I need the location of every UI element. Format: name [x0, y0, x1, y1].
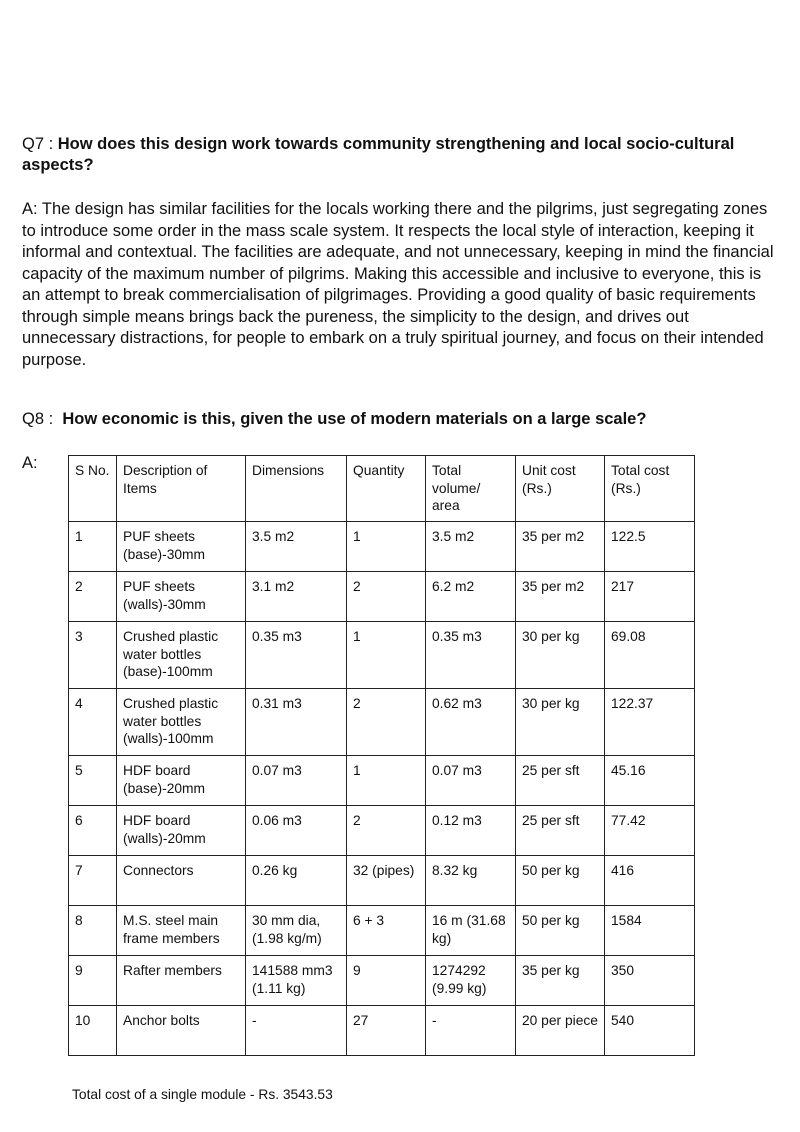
- answer-q8-label: A:: [22, 454, 38, 472]
- question-q8-text: How economic is this, given the use of modern materials on a large scale?: [62, 410, 647, 428]
- header-description: Description of Items: [117, 456, 246, 522]
- cell-unit-cost: 35 per kg: [516, 956, 605, 1006]
- cell-quantity: 1: [347, 522, 426, 572]
- cell-unit-cost: 25 per sft: [516, 806, 605, 856]
- table-row: [69, 572, 695, 622]
- cell-unit-cost: 30 per kg: [516, 689, 605, 756]
- cell-dimensions: 3.5 m2: [246, 522, 347, 572]
- cell-dimensions: 141588 mm3 (1.11 kg): [246, 956, 347, 1006]
- question-q8-prefix: Q8 :: [22, 410, 63, 428]
- cell-description: Crushed plastic water bottles (walls)-100mm: [117, 689, 246, 756]
- cell-total-volume: 16 m (31.68 kg): [426, 906, 516, 956]
- cell-unit-cost: 20 per piece: [516, 1006, 605, 1056]
- question-q7-text: How does this design work towards community strengthening and local socio-cultural aspects?: [22, 135, 735, 174]
- header-unit-cost: Unit cost (Rs.): [516, 456, 605, 522]
- cell-total-cost: 122.37: [605, 689, 695, 756]
- cell-quantity: 1: [347, 756, 426, 806]
- cell-dimensions: 0.06 m3: [246, 806, 347, 856]
- cell-s-no: 6: [69, 806, 117, 856]
- header-total-volume: Total volume/ area: [426, 456, 516, 522]
- cell-description: Rafter members: [117, 956, 246, 1006]
- cell-s-no: 8: [69, 906, 117, 956]
- cell-unit-cost: 50 per kg: [516, 906, 605, 956]
- cell-description: HDF board (base)-20mm: [117, 756, 246, 806]
- question-q7: [22, 134, 762, 176]
- cell-dimensions: 0.26 kg: [246, 856, 347, 906]
- cell-s-no: 1: [69, 522, 117, 572]
- cell-description: PUF sheets (walls)-30mm: [117, 572, 246, 622]
- cell-unit-cost: 30 per kg: [516, 622, 605, 689]
- cell-dimensions: 30 mm dia, (1.98 kg/m): [246, 906, 347, 956]
- cell-total-volume: 8.32 kg: [426, 856, 516, 906]
- cell-s-no: 2: [69, 572, 117, 622]
- cell-total-volume: 1274292 (9.99 kg): [426, 956, 516, 1006]
- cell-unit-cost: 25 per sft: [516, 756, 605, 806]
- cell-dimensions: 3.1 m2: [246, 572, 347, 622]
- cell-dimensions: 0.35 m3: [246, 622, 347, 689]
- cell-total-volume: 6.2 m2: [426, 572, 516, 622]
- cell-total-cost: 1584: [605, 906, 695, 956]
- cell-total-volume: 0.07 m3: [426, 756, 516, 806]
- cell-quantity: 32 (pipes): [347, 856, 426, 906]
- cell-description: HDF board (walls)-20mm: [117, 806, 246, 856]
- table-body: [69, 522, 695, 1056]
- cell-s-no: 9: [69, 956, 117, 1006]
- header-s-no: S No.: [69, 456, 117, 522]
- cell-description: Connectors: [117, 856, 246, 906]
- cell-total-cost: 217: [605, 572, 695, 622]
- cell-quantity: 2: [347, 572, 426, 622]
- cell-quantity: 2: [347, 689, 426, 756]
- cell-quantity: 27: [347, 1006, 426, 1056]
- cost-table: [68, 455, 695, 1056]
- cell-description: PUF sheets (base)-30mm: [117, 522, 246, 572]
- cell-dimensions: 0.31 m3: [246, 689, 347, 756]
- cell-unit-cost: 50 per kg: [516, 856, 605, 906]
- cell-quantity: 1: [347, 622, 426, 689]
- cell-s-no: 7: [69, 856, 117, 906]
- cell-s-no: 3: [69, 622, 117, 689]
- cell-total-volume: 0.12 m3: [426, 806, 516, 856]
- answer-q7: A: The design has similar facilities for the locals working there and the pilgrims, just segregating zones to introduce some order in the mass scale system. It respects the local style of interaction, keeping it informal and contextual. The facilities are adequate, and not unnecessary, keeping in mind the financial capacity of the maximum number of pilgrims. Making this accessible and inclusive to everyone, this is an attempt to break commercialisation of pilgrimages. Providing a good quality of basic requirements through simple means brings back the pureness, the simplicity to the design, and drives out unnecessary distractions, for people to embark on a truly spiritual journey, and focus on their intended purpose.: [22, 200, 774, 369]
- cell-total-cost: 77.42: [605, 806, 695, 856]
- cell-s-no: 5: [69, 756, 117, 806]
- total-cost-summary: Total cost of a single module - Rs. 3543.53: [72, 1087, 333, 1102]
- cell-s-no: 4: [69, 689, 117, 756]
- cell-quantity: 2: [347, 806, 426, 856]
- cell-total-volume: -: [426, 1006, 516, 1056]
- table-row: [69, 756, 695, 806]
- cell-unit-cost: 35 per m2: [516, 522, 605, 572]
- question-q8: [22, 409, 762, 430]
- cell-total-volume: 0.62 m3: [426, 689, 516, 756]
- cell-unit-cost: 35 per m2: [516, 572, 605, 622]
- cell-total-volume: 0.35 m3: [426, 622, 516, 689]
- cell-total-cost: 350: [605, 956, 695, 1006]
- cell-total-cost: 45.16: [605, 756, 695, 806]
- table-row: [69, 956, 695, 1006]
- table-row: [69, 622, 695, 689]
- table-row: [69, 856, 695, 906]
- header-dimensions: Dimensions: [246, 456, 347, 522]
- table-row: [69, 522, 695, 572]
- table-row: [69, 906, 695, 956]
- cell-quantity: 9: [347, 956, 426, 1006]
- table-row: [69, 1006, 695, 1056]
- cell-description: Crushed plastic water bottles (base)-100mm: [117, 622, 246, 689]
- cell-total-cost: 540: [605, 1006, 695, 1056]
- cell-quantity: 6 + 3: [347, 906, 426, 956]
- table-header-row: [69, 456, 695, 522]
- cell-dimensions: 0.07 m3: [246, 756, 347, 806]
- header-quantity: Quantity: [347, 456, 426, 522]
- question-q7-prefix: Q7 :: [22, 135, 58, 153]
- cell-description: M.S. steel main frame members: [117, 906, 246, 956]
- header-total-cost: Total cost (Rs.): [605, 456, 695, 522]
- cell-total-cost: 416: [605, 856, 695, 906]
- table-row: [69, 806, 695, 856]
- cell-total-volume: 3.5 m2: [426, 522, 516, 572]
- table-row: [69, 689, 695, 756]
- cell-s-no: 10: [69, 1006, 117, 1056]
- cell-total-cost: 122.5: [605, 522, 695, 572]
- cell-description: Anchor bolts: [117, 1006, 246, 1056]
- cell-dimensions: -: [246, 1006, 347, 1056]
- cell-total-cost: 69.08: [605, 622, 695, 689]
